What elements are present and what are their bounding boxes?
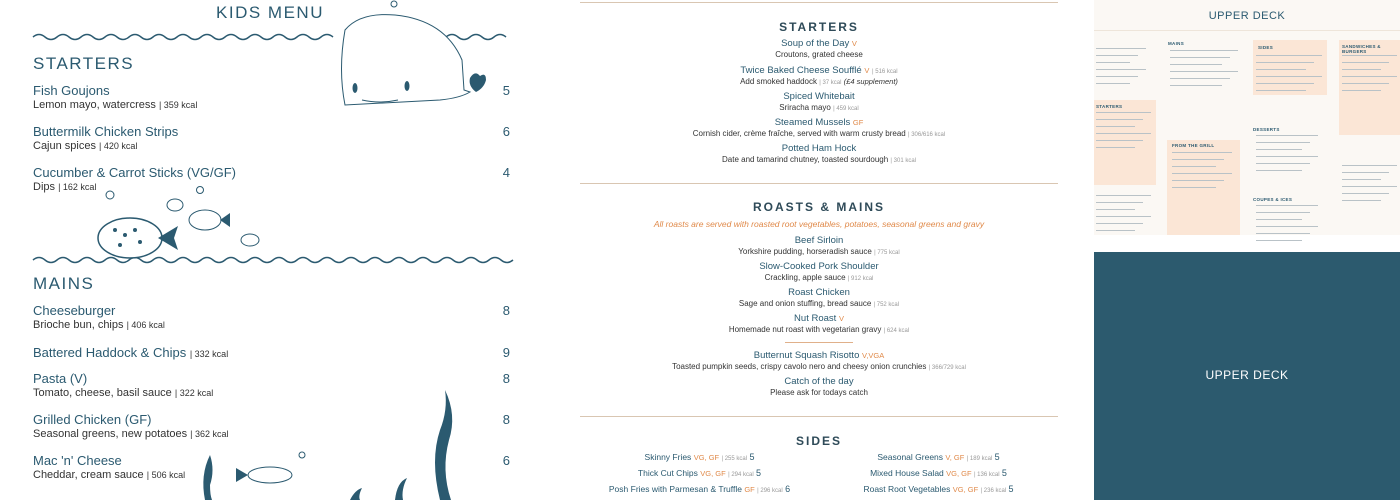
dietary-tag: V — [851, 39, 857, 48]
thumb-text-line — [1170, 71, 1238, 72]
item-name-text: Thick Cut Chips — [637, 468, 698, 478]
kcal-label: | 296 kcal — [757, 488, 783, 494]
menu-item-name: Fish Goujons — [33, 83, 110, 98]
thumb-text-line — [1172, 159, 1224, 160]
thumb-text-line — [1170, 50, 1238, 51]
menu-item-description — [33, 140, 137, 152]
thumb-text-line — [1342, 90, 1381, 91]
menu-item-price: 4 — [502, 165, 510, 180]
item-name-text: Spiced Whitebait — [783, 91, 855, 102]
menu-item-name — [580, 261, 1058, 272]
thumb-text-line — [1172, 166, 1216, 167]
item-name-text: Battered Haddock & Chips — [33, 345, 187, 360]
divider — [580, 416, 1058, 417]
description-text: Homemade nut roast with vegetarian gravy — [728, 325, 882, 334]
thumb-text-line — [1170, 57, 1230, 58]
dietary-tag: GF — [852, 118, 864, 127]
item-name-text: Steamed Mussels — [774, 117, 851, 128]
thumb-text-line — [1256, 240, 1302, 241]
thumb-text-line — [1170, 64, 1222, 65]
thumb-text-line — [1096, 55, 1138, 56]
item-price: 5 — [749, 452, 755, 462]
thumb-heading: STARTERS — [1096, 104, 1123, 109]
kcal-label: | 236 kcal — [980, 488, 1007, 494]
kcal-label: | 912 kcal — [847, 276, 874, 282]
thumb-text-line — [1096, 83, 1130, 84]
side-item — [580, 468, 819, 478]
kcal-label: | 294 kcal — [728, 472, 754, 478]
thumb-text-line — [1342, 83, 1389, 84]
menu-item-price: 8 — [502, 303, 510, 318]
thumb-text-line — [1256, 135, 1318, 136]
menu-item-description — [580, 325, 1058, 334]
menu-item-name — [580, 350, 1058, 361]
kcal-label: | 301 kcal — [890, 158, 916, 164]
thumb-heading: COUPES & ICES — [1253, 197, 1293, 202]
thumb-heading: SANDWICHES & BURGERS — [1342, 44, 1381, 54]
kcal-label: | 624 kcal — [883, 328, 910, 334]
thumb-heading: FROM THE GRILL — [1172, 143, 1215, 148]
description-text: Sriracha mayo — [779, 103, 831, 112]
item-name-text: Posh Fries with Parmesan & Truffle — [608, 484, 742, 494]
thumb-text-line — [1256, 142, 1310, 143]
thumb-text-line — [1096, 76, 1138, 77]
kcal-label: | 189 kcal — [966, 456, 993, 462]
thumb-text-line — [1096, 230, 1135, 231]
thumb-text-line — [1256, 226, 1318, 227]
description-text: Toasted pumpkin seeds, crispy cavolo nero and cheesy onion crunchies — [672, 362, 927, 371]
menu-item-price: 6 — [502, 124, 510, 139]
thumb-text-line — [1170, 78, 1230, 79]
thumb-text-line — [1096, 48, 1146, 49]
seaweed-icon — [203, 390, 452, 500]
description-text: Seasonal greens, new potatoes — [33, 428, 188, 440]
thumb-text-line — [1342, 69, 1381, 70]
menu-item-description — [580, 247, 1058, 256]
thumb-text-line — [1342, 165, 1397, 166]
thumb-text-line — [1342, 193, 1389, 194]
description-text: Lemon mayo, watercress — [33, 99, 156, 111]
thumb-text-line — [1096, 209, 1135, 210]
description-text: Yorkshire pudding, horseradish sauce — [738, 247, 872, 256]
menu-cover-thumbnail[interactable] — [1094, 252, 1400, 500]
thumb-heading: DESSERTS — [1253, 127, 1280, 132]
thumb-text-line — [1256, 156, 1318, 157]
item-name-text: Roast Root Vegetables — [863, 484, 951, 494]
starters-heading: STARTERS — [779, 20, 859, 34]
kids-mains-heading: MAINS — [33, 274, 95, 293]
description-text: Croutons, grated cheese — [775, 50, 863, 59]
thumb-text-line — [1342, 76, 1397, 77]
menu-item-description — [580, 77, 1058, 86]
menu-item-description — [33, 319, 165, 331]
menu-item-name: Pasta (V) — [33, 371, 88, 386]
item-price: 6 — [785, 484, 791, 494]
thumb-text-line — [1342, 179, 1381, 180]
description-text: Cornish cider, crème fraîche, served with warm crusty bread — [692, 129, 906, 138]
kcal-label: | 752 kcal — [873, 302, 900, 308]
thumb-text-line — [1342, 200, 1381, 201]
side-item — [819, 452, 1058, 462]
thumb-text-line — [1172, 152, 1232, 153]
thumb-text-line — [1256, 205, 1318, 206]
dietary-tag: V, GF — [945, 453, 965, 462]
item-price: 5 — [994, 452, 1000, 462]
fish-school-icon — [98, 187, 259, 259]
menu-thumbnail[interactable] — [1094, 0, 1400, 235]
kids-menu-page — [0, 0, 540, 500]
thumb-text-line — [1096, 112, 1151, 113]
thumb-text-line — [1256, 62, 1314, 63]
dietary-tag: VG, GF — [952, 485, 979, 494]
upper-deck-logo: UPPER DECK — [1208, 10, 1286, 22]
thumb-text-line — [1256, 83, 1314, 84]
kcal-label: | 332 kcal — [189, 349, 229, 359]
item-name-text: Slow-Cooked Pork Shoulder — [759, 261, 879, 272]
item-name-text: Seasonal Greens — [877, 452, 944, 462]
description-text: Brioche bun, chips — [33, 319, 124, 331]
short-divider — [785, 342, 853, 343]
thumb-text-line — [1256, 163, 1310, 164]
thumb-text-line — [1096, 133, 1151, 134]
side-item — [819, 484, 1058, 494]
menu-item-price: 8 — [502, 412, 510, 427]
menu-item-name — [580, 376, 1058, 387]
thumb-heading: MAINS — [1168, 41, 1184, 46]
supplement-note: (£4 supplement) — [843, 77, 898, 86]
menu-item-description — [580, 273, 1058, 282]
kcal-label: | 255 kcal — [721, 456, 748, 462]
menu-item-name: Cheeseburger — [33, 303, 116, 318]
menu-item-description — [580, 388, 1058, 397]
menu-item-description — [33, 428, 229, 440]
description-text: Tomato, cheese, basil sauce — [33, 387, 172, 399]
item-name-text: Twice Baked Cheese Soufflé — [740, 65, 862, 76]
menu-item-description — [580, 50, 1058, 59]
description-text: Cajun spices — [33, 140, 96, 152]
menu-item-description — [580, 299, 1058, 308]
thumb-text-line — [1256, 69, 1306, 70]
thumb-text-line — [1096, 202, 1143, 203]
thumb-text-line — [1256, 55, 1322, 56]
thumb-text-line — [1096, 69, 1146, 70]
description-text: Cheddar, cream sauce — [33, 469, 144, 481]
thumb-text-line — [1256, 233, 1310, 234]
upper-deck-logo: UPPER DECK — [1205, 368, 1289, 382]
description-text: Dips — [33, 181, 56, 193]
item-price: 5 — [1008, 484, 1014, 494]
kcal-label: | 136 kcal — [973, 472, 1000, 478]
divider — [580, 2, 1058, 3]
item-name-text: Soup of the Day — [781, 38, 850, 49]
divider — [580, 183, 1058, 184]
menu-item-name — [580, 313, 1058, 324]
menu-item-name: Grilled Chicken (GF) — [33, 412, 152, 427]
thumb-text-line — [1096, 126, 1135, 127]
kcal-label: | 775 kcal — [874, 250, 900, 256]
thumb-text-line — [1096, 195, 1151, 196]
description-text: Date and tamarind chutney, toasted sourdough — [722, 155, 889, 164]
thumb-text-line — [1096, 140, 1143, 141]
description-text: Sage and onion stuffing, bread sauce — [738, 299, 872, 308]
thumb-text-line — [1342, 55, 1397, 56]
item-name-text: Mixed House Salad — [870, 468, 944, 478]
dietary-tag: V — [838, 314, 844, 323]
menu-item-price: 9 — [502, 345, 510, 360]
description-text: Please ask for todays catch — [770, 388, 868, 397]
main-menu-page — [580, 0, 1058, 500]
kcal-label: | 306/616 kcal — [907, 132, 946, 138]
item-price: 5 — [756, 468, 762, 478]
thumb-text-line — [1256, 170, 1302, 171]
item-name-text: Roast Chicken — [788, 287, 850, 298]
thumb-text-line — [1256, 212, 1310, 213]
roasts-heading: ROASTS & MAINS — [752, 200, 885, 214]
side-item — [819, 468, 1058, 478]
menu-item-name — [580, 38, 1058, 49]
whale-icon — [342, 1, 487, 105]
thumb-heading: SIDES — [1258, 45, 1274, 50]
thumb-text-line — [1170, 85, 1222, 86]
wave-divider-middle — [33, 258, 513, 263]
thumb-text-line — [1096, 216, 1151, 217]
kcal-label: | 459 kcal — [833, 106, 859, 112]
thumb-text-line — [1256, 219, 1302, 220]
thumb-text-line — [1096, 147, 1135, 148]
kcal-label: | 366/729 kcal — [928, 365, 966, 371]
item-name-text: Potted Ham Hock — [781, 143, 857, 154]
item-name-text: Beef Sirloin — [794, 235, 844, 246]
kcal-label: | 406 kcal — [126, 320, 165, 330]
thumb-text-line — [1256, 90, 1306, 91]
kcal-label: | 37 kcal — [819, 80, 842, 86]
thumb-text-line — [1342, 172, 1389, 173]
menu-item-name: Buttermilk Chicken Strips — [33, 124, 179, 139]
kcal-label: | 359 kcal — [158, 100, 198, 110]
item-name-text: Butternut Squash Risotto — [753, 350, 860, 361]
kids-starters-heading: STARTERS — [33, 54, 135, 73]
menu-item-description — [33, 387, 213, 399]
kids-menu-title: KIDS MENU — [216, 3, 324, 22]
menu-item-name — [580, 117, 1058, 128]
thumb-text-line — [1256, 76, 1322, 77]
dietary-tag: VG, GF — [693, 453, 720, 462]
menu-item-name — [580, 235, 1058, 246]
side-item — [580, 452, 819, 462]
menu-item-description — [33, 469, 185, 481]
thumb-text-line — [1096, 62, 1130, 63]
menu-item-description — [33, 181, 96, 193]
side-item — [580, 484, 819, 494]
thumb-text-line — [1096, 223, 1143, 224]
thumb-text-line — [1172, 173, 1232, 174]
thumb-text-line — [1172, 180, 1224, 181]
menu-item-description — [580, 155, 1058, 164]
roasts-note: All roasts are served with roasted root vegetables, potatoes, seasonal greens and gravy — [653, 219, 985, 229]
dietary-tag: V — [864, 66, 870, 75]
menu-item-name — [580, 91, 1058, 102]
item-name-text: Nut Roast — [794, 313, 837, 324]
dietary-tag: VG, GF — [700, 469, 726, 478]
dietary-tag: V,VGA — [862, 351, 885, 360]
menu-item-price: 5 — [502, 83, 510, 98]
thumb-text-line — [1342, 62, 1389, 63]
menu-item-description — [580, 362, 1058, 371]
item-name-text: Skinny Fries — [644, 452, 692, 462]
thumb-text-line — [1256, 149, 1302, 150]
menu-item-name: Cucumber & Carrot Sticks (VG/GF) — [33, 165, 236, 180]
dietary-tag: VG, GF — [946, 469, 972, 478]
item-name-text: Catch of the day — [784, 376, 854, 387]
menu-item-name — [580, 287, 1058, 298]
menu-item-name — [33, 345, 228, 360]
description-text: Add smoked haddock — [740, 77, 817, 86]
menu-item-price: 8 — [502, 371, 510, 386]
description-text: Crackling, apple sauce — [764, 273, 846, 282]
thumb-text-line — [1096, 119, 1143, 120]
kcal-label: | 322 kcal — [174, 388, 214, 398]
item-price: 5 — [1001, 468, 1007, 478]
menu-item-name — [580, 65, 1058, 76]
thumb-text-line — [1342, 186, 1397, 187]
thumb-text-line — [1172, 187, 1216, 188]
menu-item-name — [580, 143, 1058, 154]
menu-item-description — [580, 103, 1058, 112]
dietary-tag: GF — [744, 485, 755, 494]
menu-item-name: Mac 'n' Cheese — [33, 453, 122, 468]
menu-item-price: 6 — [502, 453, 510, 468]
sides-heading: SIDES — [795, 434, 842, 448]
kcal-label: | 516 kcal — [872, 69, 898, 75]
kcal-label: | 420 kcal — [99, 141, 138, 151]
menu-item-description — [33, 99, 197, 111]
kcal-label: | 162 kcal — [58, 182, 97, 192]
kcal-label: | 506 kcal — [146, 470, 186, 480]
menu-item-description — [580, 129, 1058, 138]
kcal-label: | 362 kcal — [190, 429, 229, 439]
